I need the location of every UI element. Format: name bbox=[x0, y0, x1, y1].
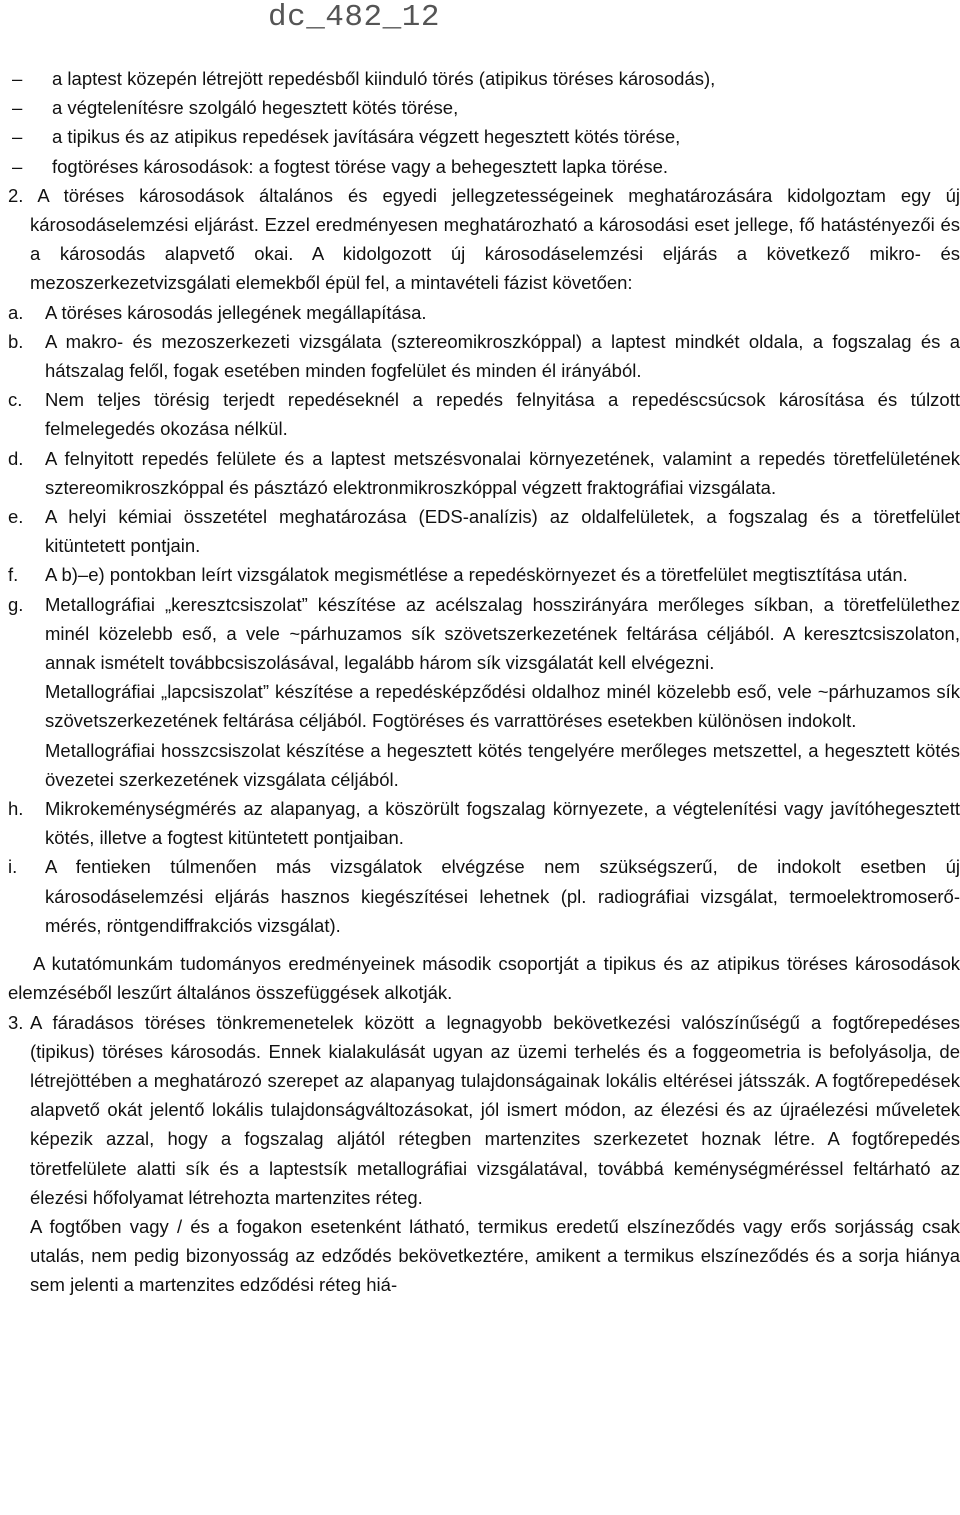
dash-marker: – bbox=[12, 97, 23, 119]
step-marker: d. bbox=[8, 447, 24, 469]
step-marker: h. bbox=[8, 798, 24, 820]
step-item bbox=[8, 298, 960, 327]
list-item bbox=[8, 152, 960, 181]
step-text: Metallográfiai „keresztcsiszolat” készítése az acélszalag hosszirányára merőleges síkban, a töretfelülethez minél közelebb eső, a vele ~párhuzamos sík szövetszerkezetének feltárása céljából. A keresztcsiszolaton, annak ismételt továbbcsiszolásával, legalább három sík vizsgálatát kell elvégezni. bbox=[45, 593, 960, 674]
step-text: A makro- és mezoszerkezeti vizsgálata (sztereomikroszkóppal) a laptest mindkét oldala, a fogszalag és a hátszalag felől, fogak esetében minden fogfelület és minden él irányából. bbox=[45, 330, 960, 382]
point-text: A fáradásos töréses tönkremenetelek között a legnagyobb bekövetkezési valószínűségű a fogtőrepedéses (tipikus) töréses károsodás. Ennek kialakulását ugyan az üzemi terhelés és a foggeometria is befolyásolja, de létrejöttében a meghatározó szerepet az alapanyag tulajdonságainak lokális eltérései játsszák. A fogtőrepedések alapvető okát jelentő lokális tulajdonságváltozásokat, jól ismert módon, az élezési és az újraélezési műveletek képezik azzal, hogy a fogszalag aljától rétegben martenzites szerkezetet hoznak létre. A fogtőrepedés töretfelülete alatti sík és a laptestsík metallográfiai vizsgálatával, továbbá keménységméréssel feltárható az élezési hőfolyamat létrehozta martenzites réteg. bbox=[30, 1011, 960, 1208]
point-continuation: A fogtőben vagy / és a fogakon esetenként látható, termikus eredetű elszíneződés vagy erős sorjásság csak utalás, nem pedig bizonyosság az edződés bekövetkeztére, amikent a termikus elszíneződés és a sorja hiánya sem jelenti a martenzites edződési réteg hiá- bbox=[30, 1215, 960, 1296]
dash-marker: – bbox=[12, 126, 23, 148]
step-item bbox=[8, 560, 960, 589]
list-item bbox=[8, 122, 960, 151]
step-item bbox=[8, 502, 960, 560]
step-marker: i. bbox=[8, 856, 18, 878]
thesis-point-3 bbox=[8, 1008, 960, 1212]
point-marker: 3. bbox=[8, 1011, 24, 1033]
step-item bbox=[8, 444, 960, 502]
step-text: A helyi kémiai összetétel meghatározása (EDS-analízis) az oldalfelületek, a fogszalag és a töretfelület kitüntetett pontjain. bbox=[45, 506, 960, 557]
failure-type-list bbox=[8, 64, 960, 181]
step-marker: c. bbox=[8, 389, 23, 411]
step-continuation: Metallográfiai „lapcsiszolat” készítése a repedésképződési oldalhoz minél közelebb eső, vele ~párhuzamos sík szövetszerkezetének feltárása céljából. Fogtöréses és varrattöréses esetekben különösen indokolt. bbox=[45, 681, 960, 732]
step-continuation: Metallográfiai hosszcsiszolat készítése a hegesztett kötés tengelyére merőleges metszettel, a hegesztett kötés övezetei szerkezetének vizsgálata céljából. bbox=[45, 739, 960, 790]
thesis-point-2: 2. A töréses károsodások általános és egyedi jellegzetességeinek meghatározására kidolgoztam egy új károsodáselemzési eljárást. Ezzel eredményesen meghatározható a károsodási eset jellege, fő hatástényezői és a károsodás alapvető okai. A kidolgozott új károsodáselemzési eljárás a következő mikro- és mezoszerkezetvizsgálati elemekből épül fel, a mintavételi fázist követően: bbox=[8, 184, 960, 294]
step-marker: e. bbox=[8, 506, 24, 528]
step-text: A fentieken túlmenően más vizsgálatok elvégzése nem szükségszerű, de indokolt esetben új károsodáselemzési eljárás hasznos kiegészítései lehetnek (pl. radiográfiai vizsgálat, termoelektromoserő-mérés, röntgendiffrakciós vizsgálat). bbox=[45, 856, 960, 936]
list-item-text: a tipikus és az atipikus repedések javítására végzett hegesztett kötés törése, bbox=[52, 126, 681, 148]
step-text: A töréses károsodás jellegének megállapítása. bbox=[45, 301, 427, 323]
step-marker: g. bbox=[8, 593, 24, 615]
step-text: Mikrokeménységmérés az alapanyag, a köszörült fogszalag környezete, a végtelenítési vagy javítóhegesztett kötés, illetve a fogtest kitüntetett pontjaiban. bbox=[45, 798, 960, 849]
step-item bbox=[8, 590, 960, 678]
step-item bbox=[8, 852, 960, 940]
step-text: A felnyitott repedés felülete és a laptest metszésvonalai környezetének, valamint a repedés töretfelületének sztereomikroszkóppal és pásztázó elektronmikroszkóppal végzett fraktográfiai vizsgálata. bbox=[45, 447, 960, 498]
step-marker: b. bbox=[8, 330, 24, 352]
step-text: A b)–e) pontokban leírt vizsgálatok megismétlése a repedéskörnyezet és a töretfelület megtisztítása után. bbox=[45, 564, 908, 586]
document-body bbox=[8, 64, 960, 1300]
dash-marker: – bbox=[12, 155, 23, 177]
document-id: dc_482_12 bbox=[268, 0, 440, 35]
dash-marker: – bbox=[12, 68, 23, 89]
body-paragraph: A kutatómunkám tudományos eredményeinek második csoportját a tipikus és az atipikus töréses károsodások elemzéséből leszűrt általános összefüggések alkotják. bbox=[8, 953, 960, 1004]
step-item bbox=[8, 794, 960, 852]
list-item bbox=[8, 93, 960, 122]
list-item-text: fogtöréses károsodások: a fogtest törése vagy a behegesztett lapka törése. bbox=[52, 155, 669, 177]
step-text: Nem teljes törésig terjedt repedéseknél a repedés felnyitása a repedéscsúcsok károsítása és túlzott felmelegedés okozása nélkül. bbox=[45, 389, 960, 440]
step-marker: f. bbox=[8, 564, 19, 586]
step-item bbox=[8, 385, 960, 443]
step-marker: a. bbox=[8, 301, 24, 323]
list-item-text: a laptest közepén létrejött repedésből kiinduló törés (atipikus töréses károsodás), bbox=[52, 68, 716, 89]
list-item bbox=[8, 64, 960, 93]
step-item bbox=[8, 327, 960, 385]
list-item-text: a végtelenítésre szolgáló hegesztett kötés törése, bbox=[52, 97, 459, 119]
